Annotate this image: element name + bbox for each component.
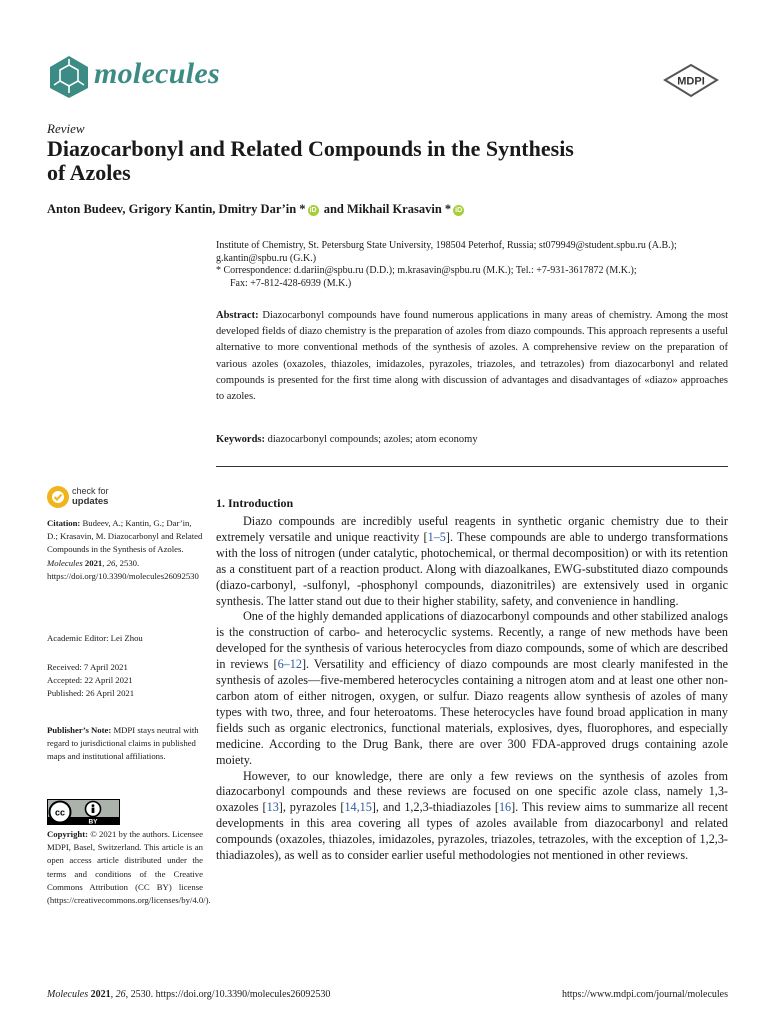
copyright-block [47,828,211,907]
keywords [216,434,728,445]
abstract-text: Diazocarbonyl compounds have found numerous applications in many areas of chemistry. Among the most developed fields of diazo chemistry is the preparation of azoles from diazo compounds. This approach represents a useful alternative to more conventional methods of the synthesis of azoles. A comprehensive review on the preparation of various azoles (oxazoles, thiazoles, imidazoles, pyrazoles, triazoles, and tetrazoles) from diazocarbonyl and related compounds is presented for the first time along with discussion of advantages and disadvantages of «diazo» approaches to azoles. [216,310,728,403]
journal-name: molecules [94,57,221,90]
divider [216,466,728,467]
footer-citation [47,989,330,1000]
molecules-logo-icon [47,55,91,99]
mdpi-logo-icon [662,64,720,98]
orcid-icon[interactable]: iD [309,207,317,214]
citation-volume: , 26 [102,557,116,568]
correspondence-line: * Correspondence: d.dariin@spbu.ru (D.D.); m.krasavin@spbu.ru (M.K.); Tel.: +7-931-3617872 (M.K.); [216,265,637,276]
orcid-icon[interactable]: iD [455,207,463,214]
citation-link[interactable]: 1–5 [427,529,446,544]
footer-volume: , 26 [110,989,126,1000]
citation-link[interactable]: 13 [266,800,279,815]
citation-link[interactable]: 14,15 [344,800,372,815]
abstract-label: Abstract: [216,310,259,321]
check-for-updates-label[interactable] [72,487,109,506]
citation-block [47,517,203,583]
title-line-1: Diazocarbonyl and Related Compounds in the Synthesis [47,136,574,161]
dates-block [47,661,203,701]
affiliations [216,240,728,290]
title-line-2: of Azoles [47,160,131,185]
paragraph: However, to our knowledge, there are only a few reviews on the synthesis of azoles from diazocarbonyl compounds and these reviews are focused on one specific azole class, namely 1,3-oxazoles [13], pyrazoles [14,15], and 1,2,3-thiadiazoles [16]. This review aims to summarize all recent developments in this area covering all types of azoles available from diazocarbonyl and related compounds (oxazoles, thiazoles, imidazoles, pyrazoles, triazoles, tetrazoles, with the exception of 1,2,3-thiadiazoles), as well as to consider earlier useful methodologies not mentioned in other reviews. [216,768,728,863]
publisher-note-text: MDPI stays neutral with regard to jurisdictional claims in published maps and institutional affiliations. [47,725,199,762]
citation-link[interactable]: 6–12 [277,657,302,672]
section-heading: 1. Introduction [216,496,294,510]
abstract [216,308,728,405]
footer-journal: Molecules [47,989,89,1000]
citation-link[interactable]: 16 [498,800,512,815]
received-date: Received: 7 April 2021 [47,662,128,672]
keywords-text: diazocarbonyl compounds; azoles; atom economy [265,434,478,445]
check-for-updates-icon[interactable] [46,485,70,509]
citation-journal: Molecules [47,557,83,568]
svg-text:cc: cc [54,807,66,818]
accepted-date: Accepted: 22 April 2021 [47,675,133,686]
mdpi-logo-text: MDPI [677,75,705,88]
academic-editor: Academic Editor: Lei Zhou [47,633,143,643]
publisher-note [47,724,203,764]
introduction-body [216,514,728,864]
citation-text: Budeev, A.; Kantin, G.; Dar’in, D.; Krasavin, M. Diazocarbonyl and Related Compounds in the Synthesis of Azoles. [47,518,203,555]
check-line-2: updates [72,495,109,507]
paragraph: One of the highly demanded applications of diazocarbonyl compounds and other stabilized analogs is the construction of carbo- and heterocyclic systems. Recently, a range of new methods have been developed for the synthesis of various heterocycles from diazo compounds, some of which are described in reviews [6–12]. Versatility and efficiency of diazo compounds are most clearly manifested in the synthesis of azoles—five-membered heterocycles containing a nitrogen atom and at least one other non-carbon atom of either nitrogen, oxygen, or sulfur. Diazo reagents allow synthesis of azoles of many types with two, three, and four heteroatoms. These heterocycles have found broad application in many fields such as organic electronics, functional materials, explosives, dyes, fluorophores, and especially medicine. According to the Drug Bank, there are over 300 FDA-approved drugs containing azole moiety. [216,609,728,767]
article-title [47,137,727,185]
citation-label: Citation: [47,518,81,528]
cc-by-license-icon[interactable] [47,799,120,825]
affiliation-line: Institute of Chemistry, St. Petersburg State University, 198504 Peterhof, Russia; st079949@student.spbu.ru (A.B.); [216,240,677,251]
footer-journal-url[interactable]: https://www.mdpi.com/journal/molecules [562,989,728,1000]
citation-doi[interactable]: , 2530. https://doi.org/10.3390/molecules26092530 [47,557,199,581]
authors-part-1: Anton Budeev, Grigory Kantin, Dmitry Dar’in * [47,202,306,216]
copyright-text: © 2021 by the authors. Licensee MDPI, Basel, Switzerland. This article is an open access article distributed under the terms and conditions of the Creative Commons Attribution (CC BY) license (https://creativecommons.org/licenses/by/4.0/). [47,829,211,906]
fax-line: Fax: +7-812-428-6939 (M.K.) [230,277,352,289]
check-line-1: check for [72,486,109,496]
copyright-label: Copyright: [47,829,89,839]
cc-badge-text: BY [88,818,98,825]
article-type: Review [47,121,85,136]
keywords-label: Keywords: [216,434,265,445]
publisher-note-label: Publisher’s Note: [47,725,112,735]
footer-year: 2021 [88,989,111,1000]
published-date: Published: 26 April 2021 [47,688,135,699]
footer-doi[interactable]: , 2530. https://doi.org/10.3390/molecules26092530 [125,989,331,1000]
author-list [47,202,466,217]
affiliation-line: g.kantin@spbu.ru (G.K.) [216,252,317,264]
paragraph: Diazo compounds are incredibly useful reagents in synthetic organic chemistry due to their extremely versatile and unique reactivity [1–5]. These compounds are able to undergo transformations with the loss of nitrogen (under catalytic, photochemical, or thermal decomposition) or with its retention as a constituent part of a reaction product. Along with diazoalkanes, EWG-substituted diazo compounds (diazo-carbonyl, -sulfonyl, -phosphonyl compounds, diazonitriles) are extensively used in organic synthesis. The latter stand out due to their higher stability, safety, and convenience in handling. [216,514,728,608]
authors-part-2: and Mikhail Krasavin * [320,202,452,216]
citation-year: 2021 [82,557,103,568]
